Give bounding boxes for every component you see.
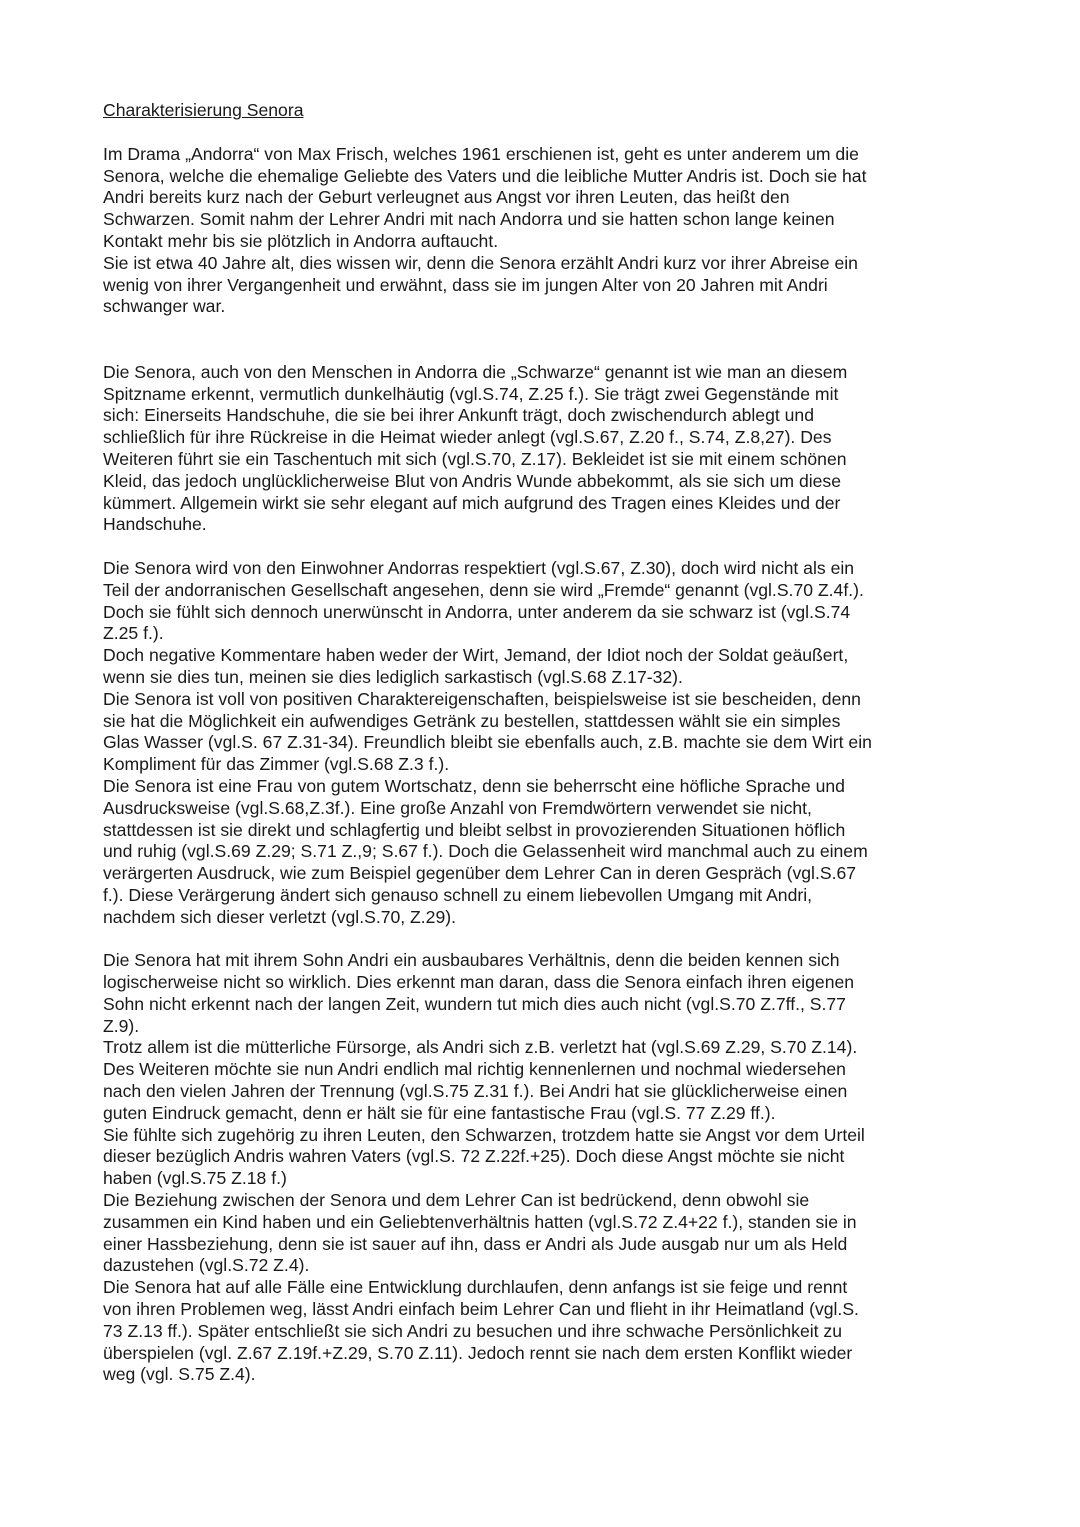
paragraph-appearance: Die Senora, auch von den Menschen in Andorra die „Schwarze“ genannt ist wie man an diesem Spitzname erkennt, vermutlich dunkelhäutig (vgl.S.74, Z.25 f.). Sie trägt zwei Gegenstände mit sich: Einerseits Handschuhe, die sie bei ihrer Ankunft trägt, doch zwischendurch ablegt und schließlich für ihre Rückreise in die Heimat wieder anlegt (vgl.S.67, Z.20 f., S.74, Z.8,27). Des Weiteren führt sie ein Taschentuch mit sich (vgl.S.70, Z.17). Bekleidet ist sie mit einem schönen Kleid, das jedoch unglücklicherweise Blut von Andris Wunde abbekommt, als sie sich um diese kümmert. Allgemein wirkt sie sehr elegant auf mich aufgrund des Tragen eines Kleides und der Handschuhe.: [103, 361, 848, 535]
paragraph-character-traits: Die Senora wird von den Einwohner Andorras respektiert (vgl.S.67, Z.30), doch wird nicht als ein Teil der andorranischen Gesellschaft angesehen, denn sie wird „Fremde“ genannt (vgl.S.70 Z.4f.). Doch sie fühlt sich dennoch unerwünscht in Andorra, unter anderem da sie schwarz ist (vgl.S.74 Z.25 f.). Doch negative Kommentare haben weder der Wirt, Jemand, der Idiot noch der Soldat geäußert, wenn sie dies tun, meinen sie dies lediglich sarkastisch (vgl.S.68 Z.17-32). Die Senora ist voll von positiven Charaktereigenschaften, beispielsweise ist sie bescheiden, denn sie hat die Möglichkeit ein aufwendiges Getränk zu bestellen, stattdessen wählt sie ein simples Glas Wasser (vgl.S. 67 Z.31-34). Freundlich bleibt sie ebenfalls auch, z.B. machte sie dem Wirt ein Kompliment für das Zimmer (vgl.S.68 Z.3 f.). Die Senora ist eine Frau von gutem Wortschatz, denn sie beherrscht eine höfliche Sprache und Ausdrucksweise (vgl.S.68,Z.3f.). Eine große Anzahl von Fremdwörtern verwendet sie nicht, stattdessen ist sie direkt und schlagfertig und bleibt selbst in provozierenden Situationen höflich und ruhig (vgl.S.69 Z.29; S.71 Z.,9; S.67 f.). Doch die Gelassenheit wird manchmal auch zu einem verärgerten Ausdruck, wie zum Beispiel gegenüber dem Lehrer Can in deren Gespräch (vgl.S.67 f.). Diese Verärgerung ändert sich genauso schnell zu einem liebevollen Umgang mit Andri, nachdem sich dieser verletzt (vgl.S.70, Z.29).: [103, 557, 872, 927]
paragraph-spacer: [103, 318, 980, 362]
document-title: Charakterisierung Senora: [103, 100, 304, 120]
paragraph-spacer: [103, 928, 980, 950]
paragraph-introduction: Im Drama „Andorra“ von Max Frisch, welches 1961 erschienen ist, geht es unter anderem um die Senora, welche die ehemalige Geliebte des Vaters und die leibliche Mutter Andris ist. Doch sie hat Andri bereits kurz nach der Geburt verleugnet aus Angst vor ihren Leuten, das heißt den Schwarzen. Somit nahm der Lehrer Andri mit nach Andorra und sie hatten schon lange keinen Kontakt mehr bis sie plötzlich in Andorra auftaucht. Sie ist etwa 40 Jahre alt, dies wissen wir, denn die Senora erzählt Andri kurz vor ihrer Abreise ein wenig von ihrer Vergangenheit und erwähnt, dass sie im jungen Alter von 20 Jahren mit Andri schwanger war.: [103, 143, 867, 317]
paragraph-relationships: Die Senora hat mit ihrem Sohn Andri ein ausbaubares Verhältnis, denn die beiden kennen sich logischerweise nicht so wirklich. Dies erkennt man daran, dass die Senora einfach ihren eigenen Sohn nicht erkennt nach der langen Zeit, wundern tut mich dies auch nicht (vgl.S.70 Z.7ff., S.77 Z.9). Trotz allem ist die mütterliche Fürsorge, als Andri sich z.B. verletzt hat (vgl.S.69 Z.29, S.70 Z.14). Des Weiteren möchte sie nun Andri endlich mal richtig kennenlernen und nochmal wiedersehen nach den vielen Jahren der Trennung (vgl.S.75 Z.31 f.). Bei Andri hat sie glücklicherweise einen guten Eindruck gemacht, denn er hält sie für eine fantastische Frau (vgl.S. 77 Z.29 ff.). Sie fühlte sich zugehörig zu ihren Leuten, den Schwarzen, trotzdem hatte sie Angst vor dem Urteil dieser bezüglich Andris wahren Vaters (vgl.S. 72 Z.22f.+25). Doch diese Angst möchte sie nicht haben (vgl.S.75 Z.18 f.) Die Beziehung zwischen der Senora und dem Lehrer Can ist bedrückend, denn obwohl sie zusammen ein Kind haben und ein Geliebtenverhältnis hatten (vgl.S.72 Z.4+22 f.), standen sie in einer Hassbeziehung, denn sie ist sauer auf ihn, dass er Andri als Jude ausgab nur um als Held dazustehen (vgl.S.72 Z.4). Die Senora hat auf alle Fälle eine Entwicklung durchlaufen, denn anfangs ist sie feige und rennt von ihren Problemen weg, lässt Andri einfach beim Lehrer Can und flieht in ihr Heimatland (vgl.S. 73 Z.13 ff.). Später entschließt sie sich Andri zu besuchen und ihre schwache Persönlichkeit zu überspielen (vgl. Z.67 Z.19f.+Z.29, S.70 Z.11). Jedoch rennt sie nach dem ersten Konflikt wieder weg (vgl. S.75 Z.4).: [103, 950, 865, 1385]
paragraph-spacer: [103, 536, 980, 558]
